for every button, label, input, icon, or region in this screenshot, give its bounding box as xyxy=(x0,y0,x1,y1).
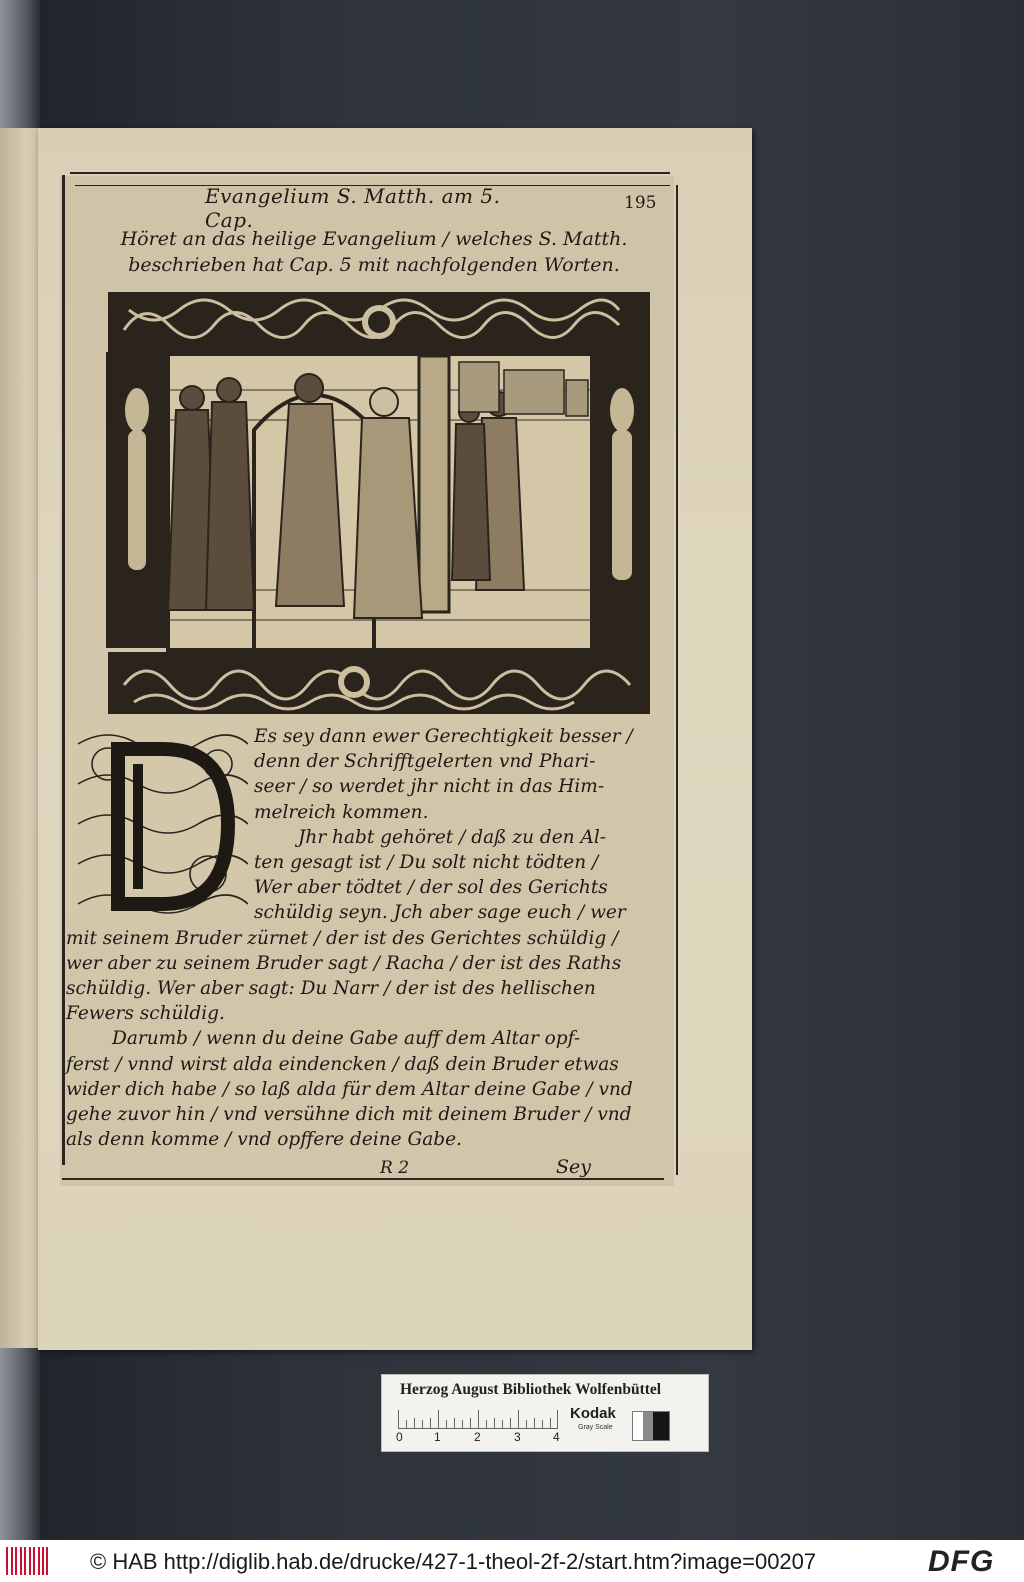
frame-rule-left xyxy=(62,175,65,1165)
running-head: Evangelium S. Matth. am 5. Cap. xyxy=(205,184,501,232)
intro-heading: Höret an das heilige Evangelium / welches S. Matth. beschrieben hat Cap. 5 mit nachfolgenden Worten. xyxy=(120,228,628,276)
footer-bar xyxy=(0,1540,1024,1582)
text-line: Darumb / wenn du deine Gabe auff dem Altar opf- xyxy=(112,1028,581,1050)
text-line: ten gesagt ist / Du solt nicht tödten / xyxy=(254,852,599,874)
text-line: ferst / vnnd wirst alda eindencken / daß dein Bruder etwas xyxy=(66,1053,619,1075)
ruler-number: 2 xyxy=(474,1430,481,1444)
kodak-label: Kodak xyxy=(570,1405,616,1422)
text-line: mit seinem Bruder zürnet / der ist des Gerichtes schüldig / xyxy=(66,927,619,949)
text-line: Wer aber tödtet / der sol des Gerichts xyxy=(254,877,608,899)
ruler-number: 1 xyxy=(434,1430,441,1444)
text-line: denn der Schrifftgelerten vnd Phari- xyxy=(254,751,596,773)
footer-url[interactable]: © HAB http://diglib.hab.de/drucke/427-1-theol-2f-2/start.htm?image=00207 xyxy=(90,1549,817,1574)
color-calibration-card xyxy=(381,1374,709,1452)
text-line: gehe zuvor hin / vnd versühne dich mit deinem Bruder / vnd xyxy=(66,1104,632,1126)
signature-mark: R 2 xyxy=(380,1158,410,1178)
ruler-number: 4 xyxy=(553,1430,560,1444)
text-line: Fewers schüldig. xyxy=(66,1003,225,1025)
frame-rule-right xyxy=(676,185,678,1175)
ruler-number: 0 xyxy=(396,1430,403,1444)
gray-scale-label: Gray Scale xyxy=(578,1424,613,1431)
dfg-logo: DFG xyxy=(928,1545,995,1578)
catchword: Sey xyxy=(556,1156,591,1178)
ruler-numbers xyxy=(396,1430,566,1446)
card-title: Herzog August Bibliothek Wolfenbüttel xyxy=(400,1381,662,1398)
woodcut-illustration xyxy=(104,290,654,718)
text-line: wider dich habe / so laß alda für dem Altar deine Gabe / vnd xyxy=(66,1078,633,1100)
ruler-scale xyxy=(398,1407,558,1429)
hab-barcode-logo-icon xyxy=(6,1547,48,1575)
frame-rule-top xyxy=(70,172,670,174)
page-number: 195 xyxy=(624,193,657,213)
ruler-number: 3 xyxy=(514,1430,521,1444)
text-line: Es sey dann ewer Gerechtigkeit besser / xyxy=(254,726,633,747)
text-line: melreich kommen. xyxy=(254,801,429,823)
text-line: als denn komme / vnd opffere deine Gabe. xyxy=(66,1129,462,1151)
gray-scale-swatch xyxy=(632,1411,670,1441)
text-line: schüldig. Wer aber sagt: Du Narr / der ist des hellischen xyxy=(66,978,596,1000)
text-line: schüldig seyn. Jch aber sage euch / wer xyxy=(254,902,626,924)
body-text xyxy=(66,724,633,1154)
text-line: seer / so werdet jhr nicht in das Him- xyxy=(254,776,605,798)
text-line: Jhr habt gehöret / daß zu den Al- xyxy=(298,826,606,848)
text-line: wer aber zu seinem Bruder sagt / Racha / der ist des Raths xyxy=(66,952,622,974)
